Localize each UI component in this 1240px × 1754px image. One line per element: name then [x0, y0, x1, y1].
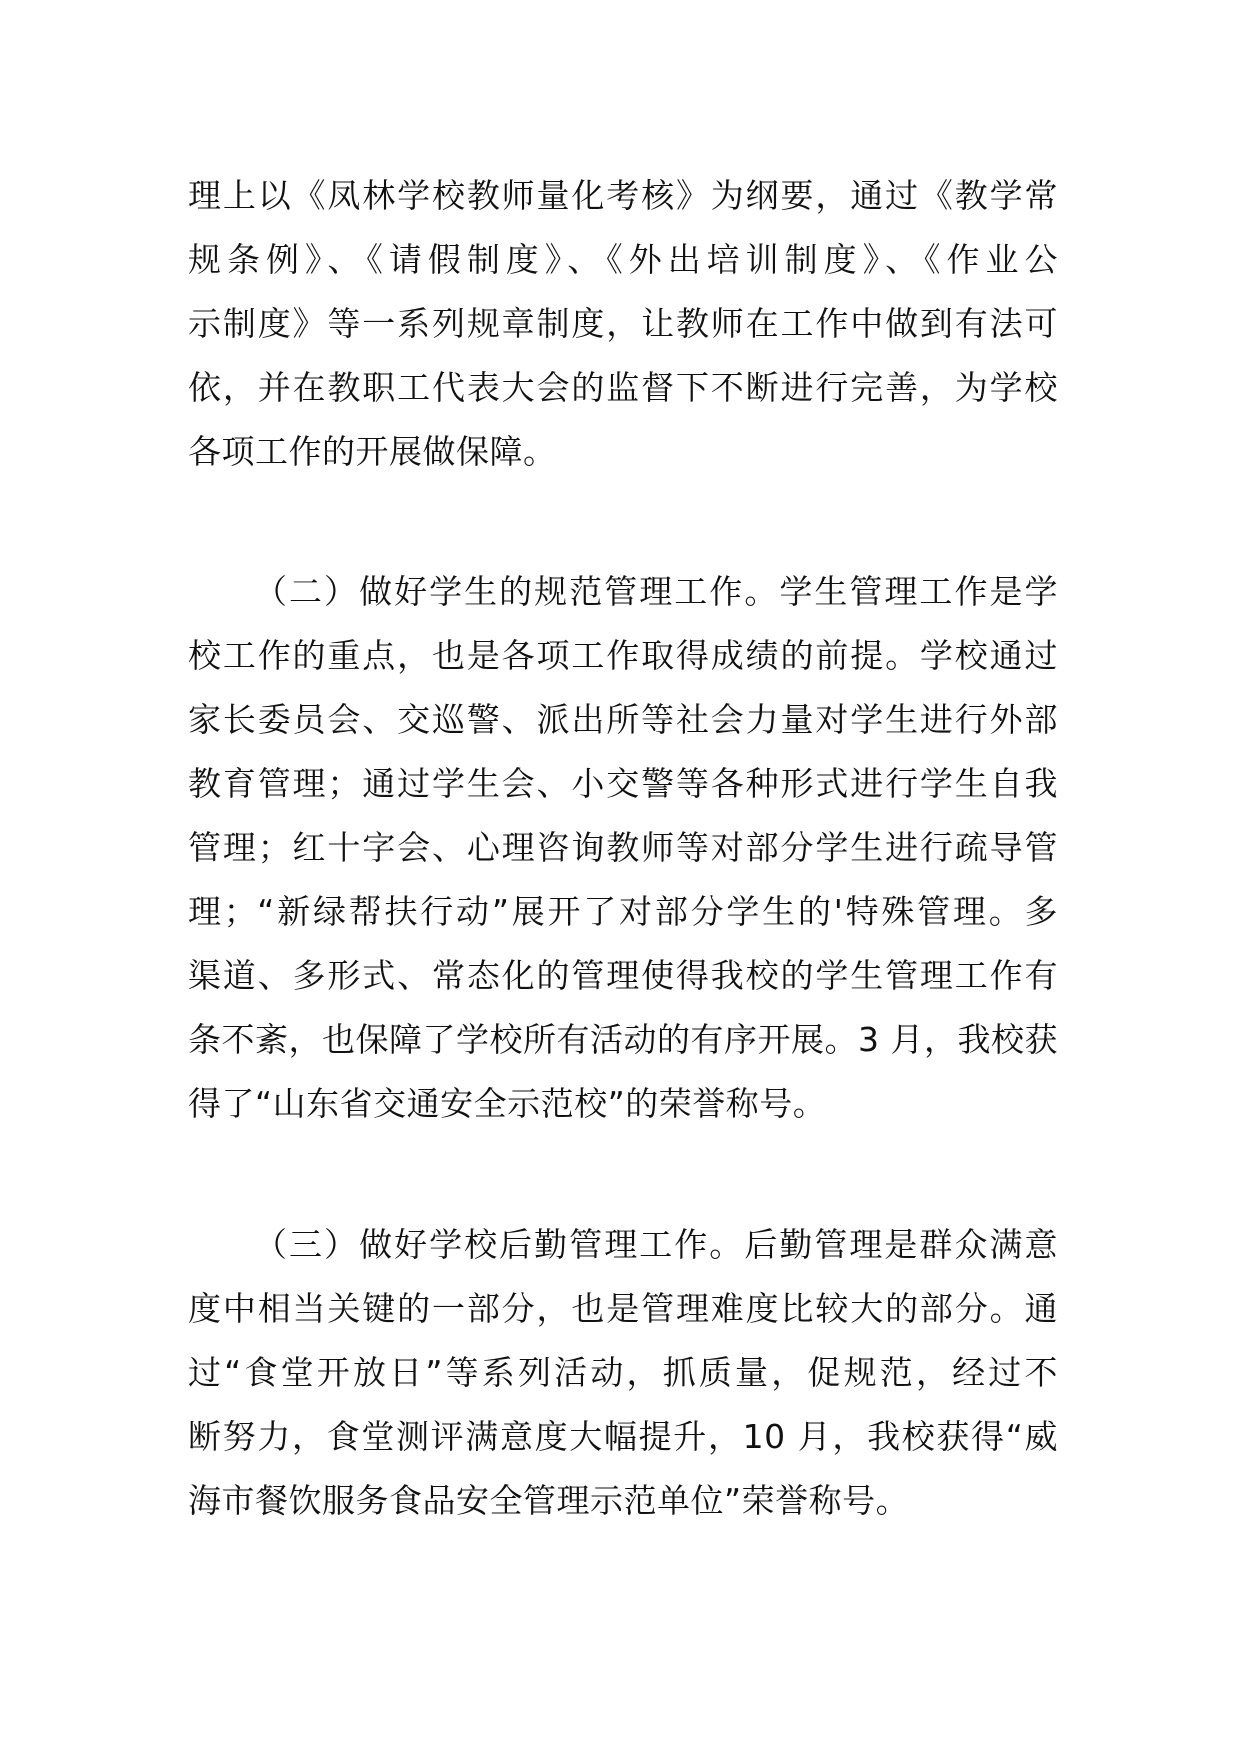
paragraph-line: 依，并在教职工代表大会的监督下不断进行完善，为学校 [188, 368, 1058, 407]
paragraph-line: 断努力，食堂测评满意度大幅提升，10 月，我校获得“威 [188, 1417, 1058, 1456]
paragraph-line: （二）做好学生的规范管理工作。学生管理工作是学 [254, 572, 1058, 611]
paragraph-student-management [188, 560, 1058, 1136]
paragraph-line: 教育管理；通过学生会、小交警等各种形式进行学生自我 [188, 764, 1058, 803]
paragraph-line: 度中相当关键的一部分，也是管理难度比较大的部分。通 [188, 1289, 1058, 1328]
paragraph-line: 家长委员会、交巡警、派出所等社会力量对学生进行外部 [188, 700, 1058, 739]
paragraph-line: 校工作的重点，也是各项工作取得成绩的前提。学校通过 [188, 636, 1058, 675]
paragraph-line: 过“食堂开放日”等系列活动，抓质量，促规范，经过不 [188, 1353, 1058, 1392]
paragraph-line: 管理；红十字会、心理咨询教师等对部分学生进行疏导管 [188, 828, 1058, 867]
paragraph-line: 示制度》等一系列规章制度，让教师在工作中做到有法可 [188, 304, 1058, 343]
paragraph-line: 条不紊，也保障了学校所有活动的有序开展。3 月，我校获 [188, 1020, 1058, 1059]
paragraph-line: 各项工作的开展做保障。 [188, 432, 557, 471]
paragraph-line: 渠道、多形式、常态化的管理使得我校的学生管理工作有 [188, 956, 1058, 995]
paragraph-teacher-management [188, 164, 1058, 484]
paragraph-line: 规条例》、《请假制度》、《外出培训制度》、《作业公 [188, 240, 1058, 279]
paragraph-line: 理；“新绿帮扶行动”展开了对部分学生的'特殊管理。多 [188, 892, 1058, 931]
paragraph-line: 理上以《凤林学校教师量化考核》为纲要，通过《教学常 [188, 176, 1058, 215]
paragraph-line: 海市餐饮服务食品安全管理示范单位”荣誉称号。 [188, 1481, 910, 1520]
paragraph-line: （三）做好学校后勤管理工作。后勤管理是群众满意 [254, 1225, 1058, 1264]
paragraph-logistics-management [188, 1213, 1058, 1533]
paragraph-line: 得了“山东省交通安全示范校”的荣誉称号。 [188, 1084, 827, 1123]
